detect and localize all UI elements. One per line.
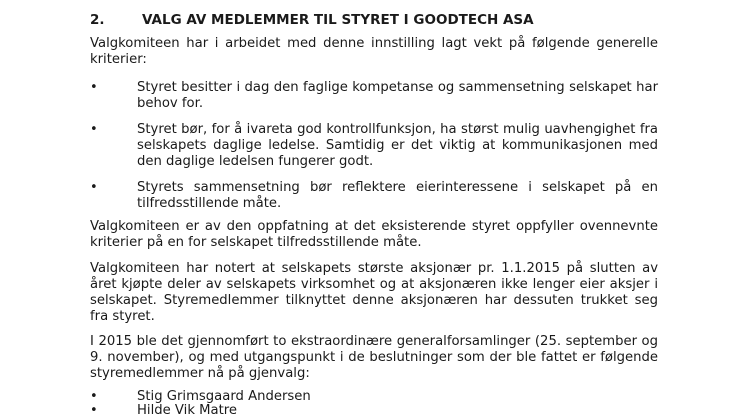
body-paragraph: I 2015 ble det gjennomført to ekstraordinære generalforsamlinger (25. september og 9. november), og med utgangspunkt i de beslutninger som der ble fattet er følgende styremedlemmer nå på gjenvalg: <box>90 334 658 381</box>
section-number: 2. <box>90 12 105 28</box>
criteria-text: Styret bør, for å ivareta god kontrollfunksjon, ha størst mulig uavhengighet fra selskapets daglige ledelse. Samtidig er det viktig at kommunikasjonen med den daglige ledelsen fungerer godt. <box>137 122 658 169</box>
criteria-text: Styrets sammensetning bør reflektere eierinteressene i selskapet på en tilfredsstillende måte. <box>137 180 658 211</box>
bullet-icon: • <box>90 389 98 404</box>
body-paragraph: Valgkomiteen er av den oppfatning at det eksisterende styret oppfyller ovennevnte kriterier på en for selskapet tilfredsstillende måte. <box>90 219 658 250</box>
intro-paragraph: Valgkomiteen har i arbeidet med denne innstilling lagt vekt på følgende generelle kriterier: <box>90 36 658 67</box>
bullet-icon: • <box>90 180 98 195</box>
criteria-text: Styret besitter i dag den faglige kompetanse og sammensetning selskapet har behov for. <box>137 80 658 111</box>
candidate-name: Hilde Vik Matre <box>137 403 238 418</box>
candidate-name: Stig Grimsgaard Andersen <box>137 389 311 404</box>
section-heading <box>90 12 534 28</box>
bullet-icon: • <box>90 80 98 95</box>
bullet-icon: • <box>90 122 98 137</box>
bullet-icon: • <box>90 403 98 418</box>
section-title: VALG AV MEDLEMMER TIL STYRET I GOODTECH ASA <box>142 12 534 28</box>
body-paragraph: Valgkomiteen har notert at selskapets største aksjonær pr. 1.1.2015 på slutten av året kjøpte deler av selskapets virksomhet og at aksjonæren ikke lenger eier aksjer i selskapet. Styremedlemmer tilknyttet denne aksjonæren har dessuten trukket seg fra styret. <box>90 261 658 324</box>
